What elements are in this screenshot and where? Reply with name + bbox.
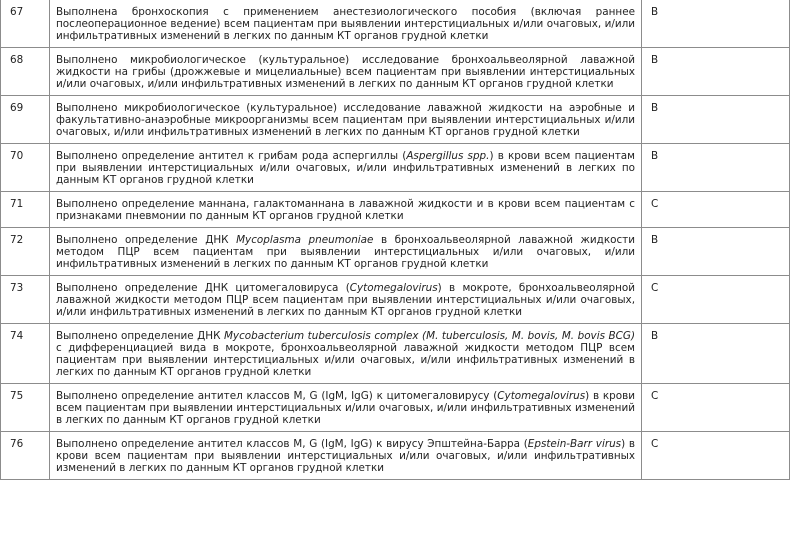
criterion-text xyxy=(50,276,642,324)
row-number: 74 xyxy=(1,324,50,384)
evidence-grade: B xyxy=(642,228,790,276)
criterion-text-part: Выполнено микробиологическое (культуральное) исследование бронхоальвеолярной лаважной жидкости на грибы (дрожжевые и мицелиальные) всем пациентам при выявлении интерстициальных и/или очаговых, и/или инфильтративных изменений в легких по данным КТ органов грудной клетки xyxy=(56,54,635,90)
criterion-text-part: Выполнено определение ДНК xyxy=(56,330,224,342)
evidence-grade: C xyxy=(642,192,790,228)
criterion-text xyxy=(50,228,642,276)
criterion-text-part: Выполнена бронхоскопия с применением анестезиологического пособия (включая раннее послеоперационное ведение) всем пациентам при выявлении интерстициальных и/или очаговых, и/или инфильтративных изменений в легких по данным КТ органов грудной клетки xyxy=(56,6,635,42)
evidence-grade: B xyxy=(642,48,790,96)
criterion-text-part: Выполнено определение ДНК цитомегаловируса ( xyxy=(56,282,350,294)
criterion-text-part: ) в мокроте, бронхоальвеолярной лаважной жидкости методом ПЦР всем пациентам при выявлении интерстициальных и/или очаговых, и/или инфильтративных изменений в легких по данным КТ органов грудной клетки xyxy=(56,282,635,318)
table-row xyxy=(1,324,790,384)
row-number: 72 xyxy=(1,228,50,276)
criterion-text-italic: Epstein-Barr virus xyxy=(527,438,622,450)
criterion-text xyxy=(50,48,642,96)
criterion-text xyxy=(50,96,642,144)
criterion-text-part: в бронхоальвеолярной лаважной жидкости методом ПЦР всем пациентам при выявлении интерстициальных и/или очаговых, и/или инфильтративных изменений в легких по данным КТ органов грудной клетки xyxy=(56,234,635,270)
criterion-text-part: Выполнено определение антител классов M, G (IgM, IgG) к вирусу Эпштейна-Барра ( xyxy=(56,438,528,450)
evidence-grade: C xyxy=(642,384,790,432)
criterion-text-part: Выполнено микробиологическое (культуральное) исследование лаважной жидкости на аэробные и факультативно-анаэробные микроорганизмы всем пациентам при выявлении интерстициальных и/или очаговых, и/или инфильтративных изменений в легких по данным КТ органов грудной клетки xyxy=(56,102,635,138)
criterion-text xyxy=(50,0,642,48)
criterion-text-part: Выполнено определение ДНК xyxy=(56,234,237,246)
criterion-text-part: Выполнено определение маннана, галактоманнана в лаважной жидкости и в крови всем пациентам с признаками пневмонии по данным КТ органов грудной клетки xyxy=(56,198,635,222)
row-number: 71 xyxy=(1,192,50,228)
criterion-text xyxy=(50,144,642,192)
evidence-grade: C xyxy=(642,432,790,480)
criterion-text-part: Выполнено определение антител классов M, G (IgM, IgG) к цитомегаловирусу ( xyxy=(56,390,498,402)
evidence-grade: B xyxy=(642,144,790,192)
criterion-text xyxy=(50,384,642,432)
criterion-text-italic: Cytomegalovirus xyxy=(497,390,586,402)
criterion-text-italic: Aspergillus spp. xyxy=(406,150,490,162)
row-number: 76 xyxy=(1,432,50,480)
criterion-text xyxy=(50,432,642,480)
table-row xyxy=(1,432,790,480)
criterion-text xyxy=(50,192,642,228)
table-row xyxy=(1,48,790,96)
table-row xyxy=(1,192,790,228)
evidence-grade: B xyxy=(642,324,790,384)
criterion-text-part: с дифференциацией вида в мокроте, бронхоальвеолярной лаважной жидкости методом ПЦР всем пациентам при выявлении интерстициальных и/или очаговых, и/или инфильтративных изменений в легких по данным КТ органов грудной клетки xyxy=(56,342,635,378)
criterion-text-part: ) в крови всем пациентам при выявлении интерстициальных и/или очаговых, и/или инфильтративных изменений в легких по данным КТ органов грудной клетки xyxy=(56,438,635,474)
criterion-text-part: ) в крови всем пациентам при выявлении интерстициальных и/или очаговых, и/или инфильтративных изменений в легких по данным КТ органов грудной клетки xyxy=(56,390,635,426)
evidence-grade: B xyxy=(642,96,790,144)
criterion-text-part: Выполнено определение антител к грибам рода аспергиллы ( xyxy=(56,150,407,162)
criteria-table-body xyxy=(1,0,790,480)
row-number: 67 xyxy=(1,0,50,48)
row-number: 69 xyxy=(1,96,50,144)
table-row xyxy=(1,228,790,276)
table-row xyxy=(1,144,790,192)
evidence-grade: B xyxy=(642,0,790,48)
evidence-grade: C xyxy=(642,276,790,324)
table-row xyxy=(1,0,790,48)
row-number: 75 xyxy=(1,384,50,432)
criterion-text-italic: Mycoplasma pneumoniae xyxy=(236,234,374,246)
table-row xyxy=(1,276,790,324)
criterion-text-italic: Mycobacterium tuberculosis complex (M. tuberculosis, M. bovis, M. bovis BCG) xyxy=(223,330,635,342)
criterion-text xyxy=(50,324,642,384)
criterion-text-italic: Cytomegalovirus xyxy=(349,282,438,294)
row-number: 70 xyxy=(1,144,50,192)
row-number: 73 xyxy=(1,276,50,324)
criterion-text-part: ) в крови всем пациентам при выявлении интерстициальных и/или очаговых, и/или инфильтративных изменений в легких по данным КТ органов грудной клетки xyxy=(56,150,635,186)
row-number: 68 xyxy=(1,48,50,96)
table-row xyxy=(1,384,790,432)
table-row xyxy=(1,96,790,144)
